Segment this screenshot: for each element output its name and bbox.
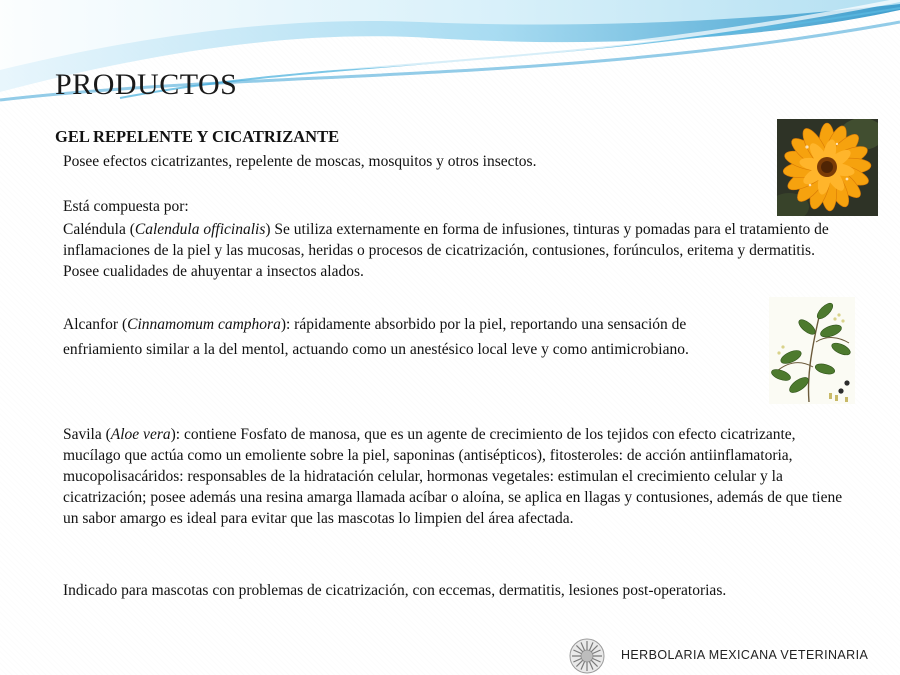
herbal-emblem-logo: [569, 638, 605, 674]
ingredient-savila: [63, 424, 853, 529]
composition-label: Está compuesta por:: [63, 198, 189, 215]
indication-text: Indicado para mascotas con problemas de cicatrización, con eccemas, dermatitis, lesiones post-operatorias.: [63, 582, 727, 599]
product-intro: Posee efectos cicatrizantes, repelente de moscas, mosquitos y otros insectos.: [63, 153, 537, 170]
product-name: GEL REPELENTE Y CICATRIZANTE: [55, 127, 340, 146]
page-title: PRODUCTOS: [55, 68, 238, 101]
footer-brand-text: HERBOLARIA MEXICANA VETERINARIA: [621, 648, 869, 662]
calendula-flower-image: [777, 119, 878, 216]
ingredient-latin-name: Calendula officinalis: [134, 221, 266, 238]
ingredient-calendula: [63, 219, 833, 282]
ingredient-name: Caléndula (: [63, 221, 135, 238]
ingredient-name: Alcanfor (: [63, 316, 128, 333]
ingredient-name: Savila (: [63, 426, 111, 443]
ingredient-latin-name: Cinnamomum camphora: [127, 316, 281, 333]
ingredient-description: ): rápidamente absorbido por la piel, reportando una sensación de enfriamiento similar a la del mentol, actuando como un anestésico local leve y como antimicrobiano.: [63, 316, 689, 358]
ingredient-description: ): contiene Fosfato de manosa, que es un agente de crecimiento de los tejidos con efecto cicatrizante, mucílago que actúa como un emoliente sobre la piel, saponinas (antisépticos), fitosteroles: de acción antiinflamatoria, mucopolisacáridos: responsables de la hidratación celular, hormonas vegetales: estimulan el crecimiento celular y la cicatrización; posee además una resina amarga llamada acíbar o aloína, se aplica en llagas y contusiones, además de que tiene un sabor amargo es ideal para evitar que las mascotas lo limpien del área afectada.: [63, 426, 843, 527]
camphor-plant-illustration: [769, 297, 855, 404]
ingredient-description: ) Se utiliza externamente en forma de infusiones, tinturas y pomadas para el tratamiento de inflamaciones de la piel y las mucosas, heridas o procesos de cicatrización, contusiones, forúnculos, eritema y dermatitis. Posee cualidades de ahuyentar a insectos alados.: [63, 221, 829, 280]
ingredient-latin-name: Aloe vera: [110, 426, 171, 443]
ingredient-alcanfor: [63, 313, 753, 362]
